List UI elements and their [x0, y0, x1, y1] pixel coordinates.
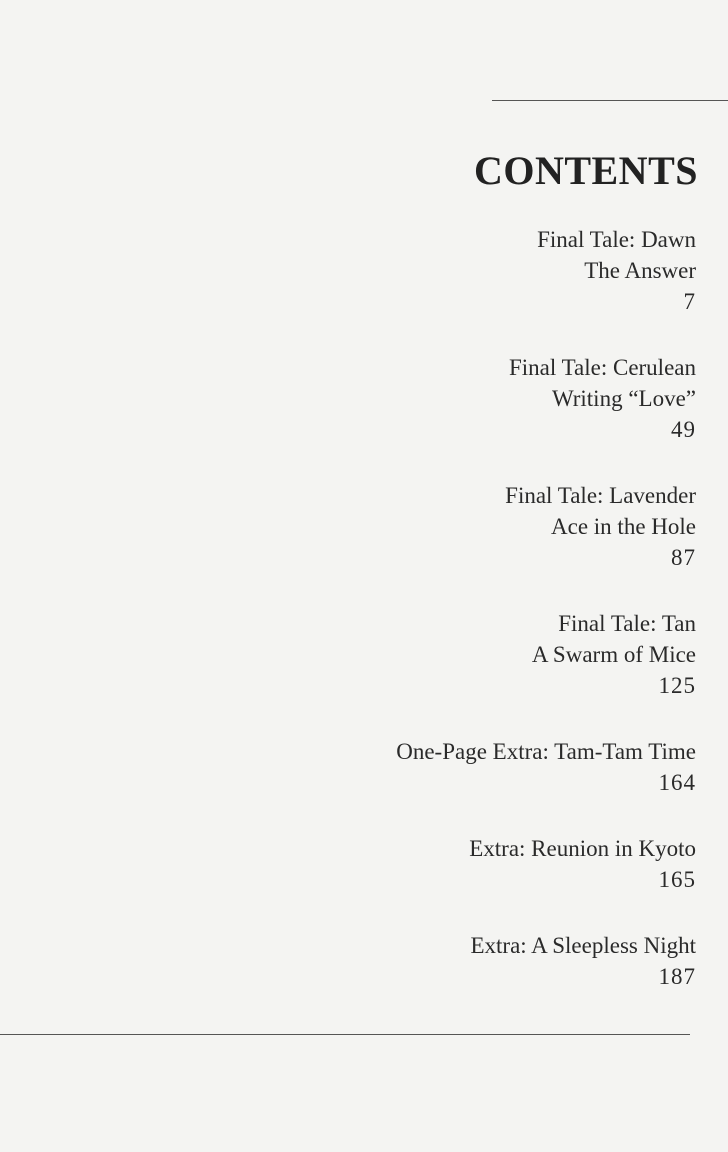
entry-page-number: 165 — [658, 867, 696, 892]
contents-entry — [396, 480, 696, 573]
contents-entry — [396, 833, 696, 895]
top-rule — [492, 100, 728, 101]
entry-subtitle: The Answer — [584, 258, 696, 283]
entry-title: One-Page Extra: Tam-Tam Time — [396, 739, 696, 764]
entry-title: Final Tale: Tan — [558, 611, 696, 636]
entry-title: Extra: Reunion in Kyoto — [469, 836, 696, 861]
contents-entry — [396, 352, 696, 445]
entry-page-number: 187 — [658, 964, 696, 989]
entry-page-number: 49 — [671, 417, 696, 442]
entry-subtitle: Ace in the Hole — [551, 514, 696, 539]
contents-entry — [396, 736, 696, 798]
entry-page-number: 7 — [683, 289, 696, 314]
entry-title: Final Tale: Cerulean — [508, 355, 696, 380]
entry-page-number: 125 — [658, 673, 696, 698]
entry-page-number: 87 — [671, 545, 696, 570]
contents-entry — [396, 224, 696, 317]
contents-heading: CONTENTS — [473, 148, 698, 193]
contents-entry — [396, 930, 696, 992]
contents-entry — [396, 608, 696, 701]
entry-subtitle: A Swarm of Mice — [531, 642, 696, 667]
entry-title: Final Tale: Lavender — [505, 483, 696, 508]
entry-title: Final Tale: Dawn — [537, 227, 696, 252]
entry-subtitle: Writing “Love” — [551, 386, 696, 411]
entry-page-number: 164 — [658, 770, 696, 795]
bottom-rule — [0, 1034, 690, 1035]
contents-list — [396, 224, 696, 1027]
entry-title: Extra: A Sleepless Night — [470, 933, 696, 958]
